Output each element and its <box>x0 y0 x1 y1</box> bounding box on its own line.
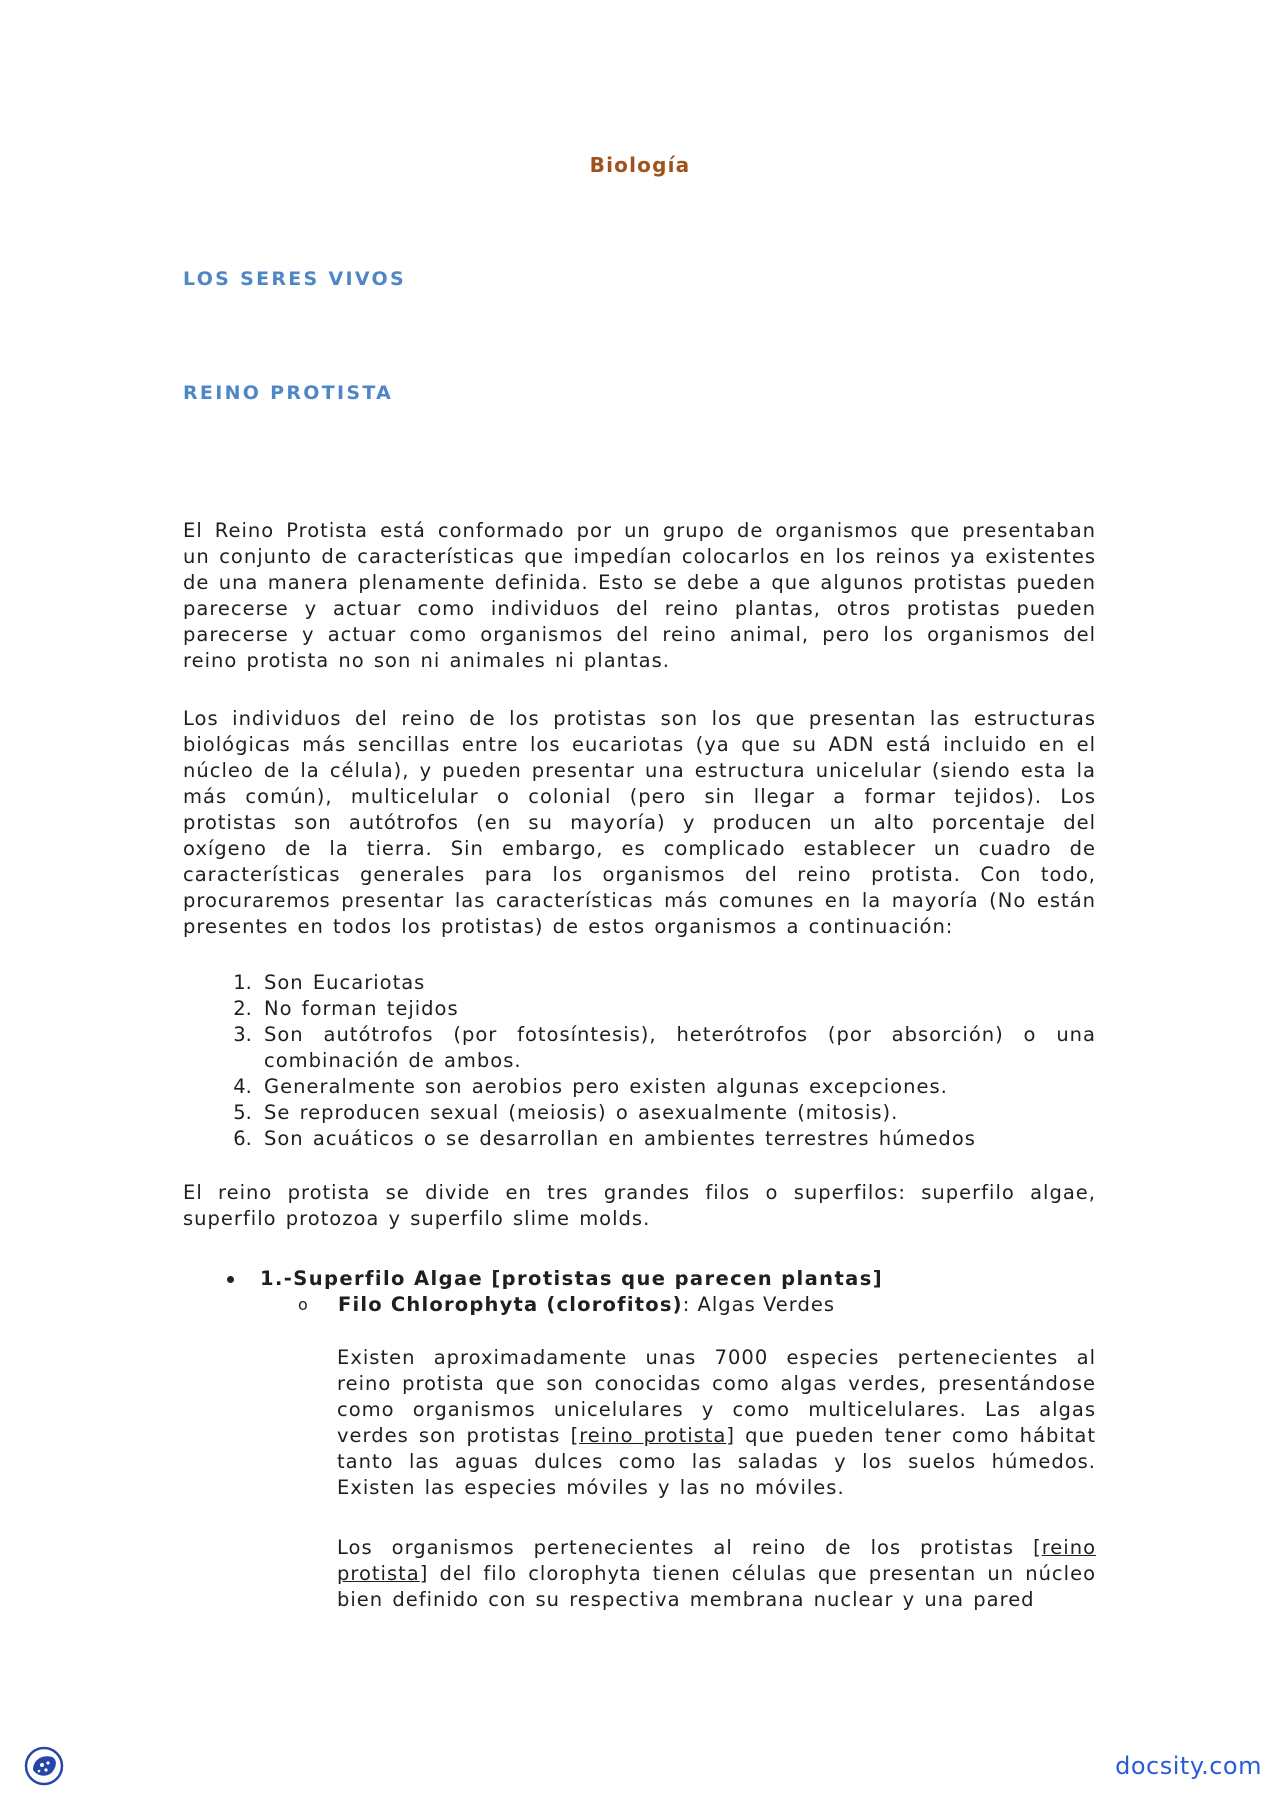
subbullet-text <box>338 1292 835 1318</box>
list-item: 2. No forman tejidos <box>260 996 1096 1022</box>
hollow-circle-bullet-icon: o <box>298 1295 309 1314</box>
docsity-brand-link[interactable]: docsity.com <box>1115 1752 1262 1780</box>
list-item: 5. Se reproducen sexual (meiosis) o asexualmente (mitosis). <box>260 1100 1096 1126</box>
paragraph-characteristics: Los individuos del reino de los protistas son los que presentan las estructuras biológicas más sencillas entre los eucariotas (ya que su ADN está incluido en el núcleo de la célula), y pueden presentar una estructura unicelular (siendo esta la más común), multicelular o colonial (pero sin llegar a formar tejidos). Los protistas son autótrofos (en su mayoría) y producen un alto porcentaje del oxígeno de la tierra. Sin embargo, es complicado establecer un cuadro de características generales para los organismos del reino protista. Con todo, procuraremos presentar las características más comunes en la mayoría (No están presentes en todos los protistas) de estos organismos a continuación: <box>183 707 1096 938</box>
section-heading-reino-protista: REINO PROTISTA <box>183 382 394 404</box>
bullet-dot-icon <box>227 1276 234 1283</box>
reino-protista-link[interactable]: reino protista <box>579 1424 727 1447</box>
list-item: 4. Generalmente son aerobios pero existen algunas excepciones. <box>260 1074 1096 1100</box>
paragraph-clorophyta-cells <box>337 1535 1096 1613</box>
paragraph-algas-verdes <box>337 1345 1096 1501</box>
characteristics-list <box>183 970 1096 1152</box>
bullet-text: 1.-Superfilo Algae [protistas que parecen plantas] <box>260 1267 884 1290</box>
paragraph-text: ] del filo clorophyta tienen células que presentan un núcleo bien definido con su respectiva membrana nuclear y una pared <box>337 1562 1096 1611</box>
paragraph-text: ] que pueden tener como hábitat tanto las aguas dulces como las saladas y los suelos húmedos. Existen las especies móviles y las no móviles. <box>337 1424 1096 1499</box>
docsity-logo-icon[interactable] <box>24 1746 64 1786</box>
list-item: 1. Son Eucariotas <box>260 970 1096 996</box>
reino-protista-link[interactable]: reino protista <box>337 1536 1096 1585</box>
paragraph-text: Existen aproximadamente unas 7000 especies pertenecientes al reino protista que son conocidas como algas verdes, presentándose como organismos unicelulares y como multicelulares. Las algas verdes son protistas [ <box>337 1346 1096 1447</box>
paragraph-text: Los organismos pertenecientes al reino de los protistas [ <box>337 1536 1042 1559</box>
section-heading-seres-vivos: LOS SERES VIVOS <box>183 268 406 290</box>
list-item: 6. Son acuáticos o se desarrollan en ambientes terrestres húmedos <box>260 1126 1096 1152</box>
document-title: Biología <box>589 153 691 177</box>
paragraph-intro: El Reino Protista está conformado por un grupo de organismos que presentaban un conjunto de características que impedían colocarlos en los reinos ya existentes de una manera plenamente definida. Esto se debe a que algunos protistas pueden parecerse y actuar como individuos del reino plantas, otros protistas pueden parecerse y actuar como organismos del reino animal, pero los organismos del reino protista no son ni animales ni plantas. <box>183 519 1096 672</box>
list-item: 3. Son autótrofos (por fotosíntesis), heterótrofos (por absorción) o una combinación de ambos. <box>260 1022 1096 1074</box>
subbullet-bold: Filo Chlorophyta (clorofitos) <box>338 1293 683 1316</box>
subbullet-rest: : Algas Verdes <box>682 1293 836 1316</box>
paragraph-superfilos: El reino protista se divide en tres grandes filos o superfilos: superfilo algae, superfilo protozoa y superfilo slime molds. <box>183 1181 1096 1230</box>
